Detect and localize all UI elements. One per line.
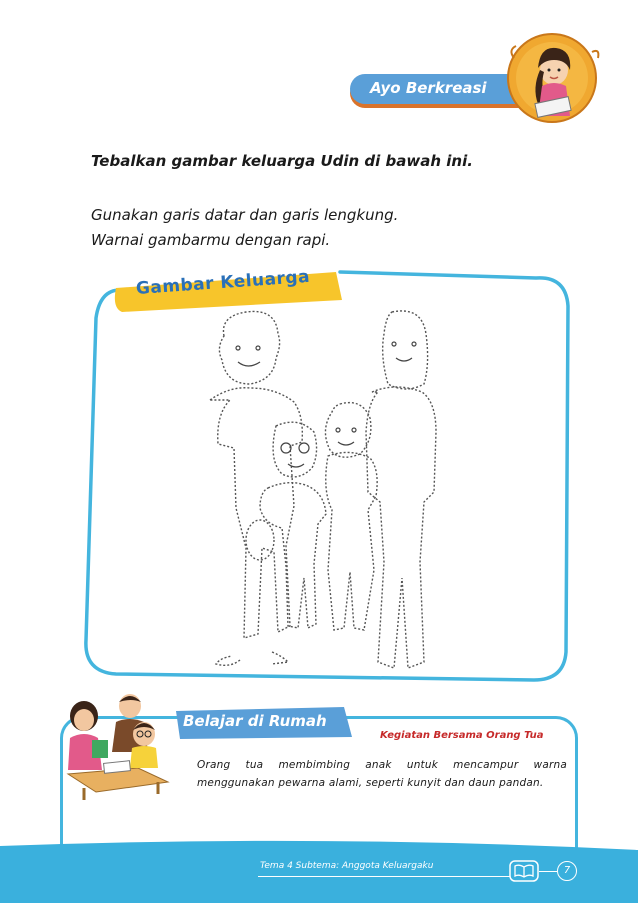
footer-theme-text: Tema 4 Subtema: Anggota Keluargaku <box>260 861 434 871</box>
home-study-text: Orang tua membimbing anak untuk mencampur warna menggunakan pewarna alami, seperti kunyit dan daun pandan. <box>197 759 567 789</box>
page-connector <box>539 871 557 872</box>
girl-reading-icon <box>496 28 614 132</box>
drawing-title: Gambar Keluarga <box>135 266 311 299</box>
book-icon <box>509 860 539 882</box>
instruction-line-2: Warnai gambarmu dengan rapi. <box>91 231 331 249</box>
home-study-title: Belajar di Rumah <box>183 712 327 730</box>
dotted-family-outline-icon <box>180 300 470 680</box>
page-number: 7 <box>557 861 577 881</box>
footer-divider <box>258 876 510 877</box>
parent-helping-child-icon <box>62 692 177 802</box>
instruction-line-1: Gunakan garis datar dan garis lengkung. <box>91 206 399 224</box>
home-study-subtitle: Kegiatan Bersama Orang Tua <box>380 730 544 741</box>
instruction-bold: Tebalkan gambar keluarga Udin di bawah ini. <box>91 152 473 170</box>
activity-badge-label: Ayo Berkreasi <box>370 79 487 97</box>
